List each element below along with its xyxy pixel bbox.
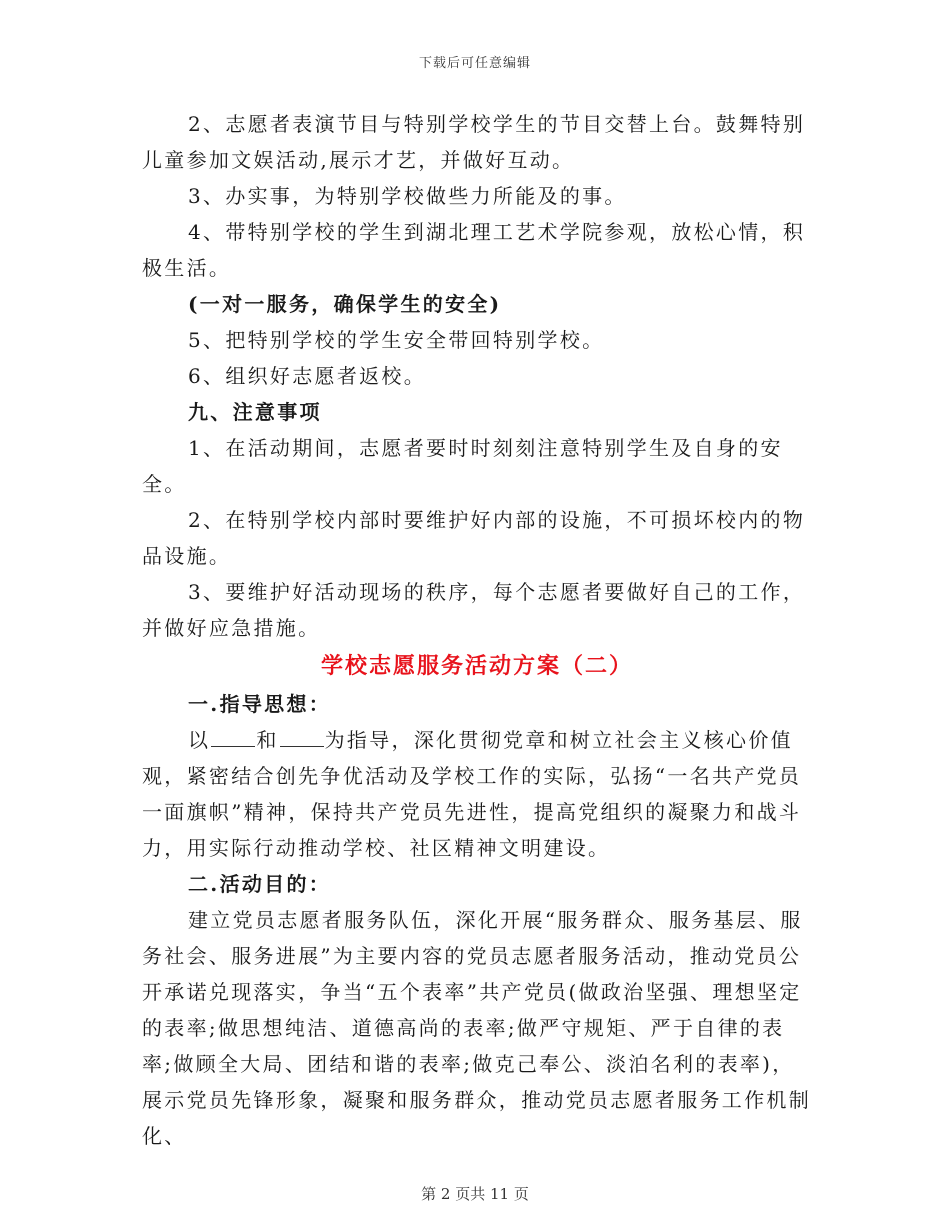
page-footer: 第 2 页共 11 页 — [421, 1185, 529, 1203]
notice-item-3: 3、要维护好活动现场的秩序，每个志愿者要做好自己的工作，并做好应急措施。 — [142, 580, 806, 640]
blank-underline-1 — [211, 726, 255, 747]
paragraph-item-4: 4、带特别学校的学生到湖北理工艺术学院参观，放松心情，积极生活。 — [142, 220, 806, 280]
paragraph-item-3: 3、办实事，为特别学校做些力所能及的事。 — [188, 184, 627, 208]
guiding-text-pre: 以 — [188, 728, 211, 752]
section-heading-nine: 九、注意事项 — [188, 400, 322, 424]
guiding-text-post: 为指导，深化贯彻党章和树立社会主义核心价值观，紧密结合创先争优活动及学校工作的实际，弘扬“一名共产党员一面旗帜”精神，保持共产党员先进性，提高党组织的凝聚力和战斗力，用实际行动推动学校、社区精神文明建设。 — [142, 728, 802, 860]
plan-title: 学校志愿服务活动方案（二） — [320, 653, 633, 679]
paragraph-item-5: 5、把特别学校的学生安全带回特别学校。 — [188, 328, 605, 352]
document-body — [142, 106, 812, 1154]
page-header: 下载后可任意编辑 — [418, 56, 531, 71]
section-heading-guiding: 一.指导思想： — [188, 692, 332, 716]
notice-item-2: 2、在特别学校内部时要维护好内部的设施，不可损坏校内的物品设施。 — [142, 508, 806, 568]
paragraph-item-2: 2、志愿者表演节目与特别学校学生的节目交替上台。鼓舞特别儿童参加文娱活动,展示才艺，并做好互动。 — [142, 112, 806, 172]
paragraph-purpose: 建立党员志愿者服务队伍，深化开展“服务群众、服务基层、服务社会、服务进展”为主要内容的党员志愿者服务活动，推动党员公开承诺兑现落实，争当“五个表率”共产党员(做政治坚强、理想坚定的表率;做思想纯洁、道德高尚的表率;做严守规矩、严于自律的表率;做顾全大局、团结和谐的表率;做克己奉公、淡泊名利的表率)，展示党员先锋形象，凝聚和服务群众，推动党员志愿者服务工作机制化、 — [142, 908, 811, 1148]
section-heading-purpose: 二.活动目的： — [188, 872, 332, 896]
blank-underline-2 — [280, 726, 324, 747]
guiding-text-mid: 和 — [256, 728, 279, 752]
paragraph-note: (一对一服务，确保学生的安全) — [188, 292, 502, 316]
paragraph-guiding — [142, 722, 812, 866]
notice-item-1: 1、在活动期间，志愿者要时时刻刻注意特别学生及自身的安全。 — [142, 436, 783, 496]
paragraph-item-6: 6、组织好志愿者返校。 — [188, 364, 427, 388]
